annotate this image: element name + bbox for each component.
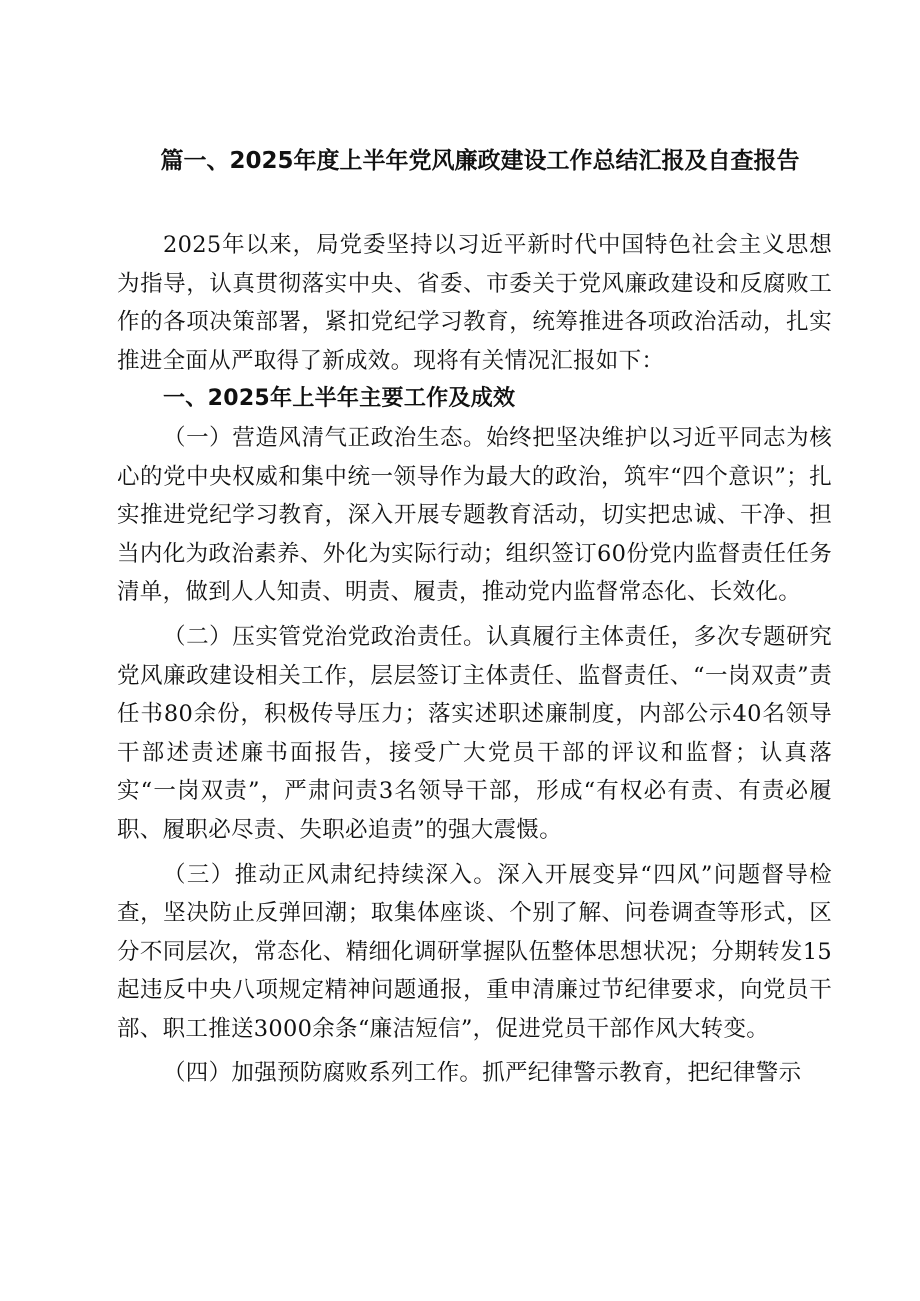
paragraph-item-4: （四）加强预防腐败系列工作。抓严纪律警示教育，把纪律警示: [163, 1060, 802, 1087]
paragraph-item-3: （三）推动正风肃纪持续深入。深入开展变异“四风”问题督导检查，坚决防止反弹回潮；取集体座谈、个别了解、问卷调查等形式，区分不同层次，常态化、精细化调研掌握队伍整体思想状况；分期转发15起违反中央八项规定精神问题通报，重申清廉过节纪律要求，向党员干部、职工推送3000余条“廉洁短信”，促进党员干部作风大转变。: [117, 861, 832, 1042]
paragraph-item-1: （一）营造风清气正政治生态。始终把坚决维护以习近平同志为核心的党中央权威和集中统一领导作为最大的政治，筑牢“四个意识”；扎实推进党纪学习教育，深入开展专题教育活动，切实把忠诚、干净、担当内化为政治素养、外化为实际行动；组织签订60份党内监督责任任务清单，做到人人知责、明责、履责，推动党内监督常态化、长效化。: [117, 424, 832, 606]
intro-paragraph: 2025年以来，局党委坚持以习近平新时代中国特色社会主义思想为指导，认真贯彻落实中央、省委、市委关于党风廉政建设和反腐败工作的各项决策部署，紧扣党纪学习教育，统筹推进各项政治活动，扎实推进全面从严取得了新成效。现将有关情况汇报如下：: [117, 232, 832, 374]
paragraph-item-2: （二）压实管党治党政治责任。认真履行主体责任，多次专题研究党风廉政建设相关工作，层层签订主体责任、监督责任、“一岗双责”责任书80余份，积极传导压力；落实述职述廉制度，内部公示40名领导干部述责述廉书面报告，接受广大党员干部的评议和监督；认真落实“一岗双责”，严肃问责3名领导干部，形成“有权必有责、有责必履职、履职必尽责、失职必追责”的强大震慑。: [117, 623, 832, 843]
document-body: [117, 226, 832, 1093]
document-title: 篇一、2025年度上半年党风廉政建设工作总结汇报及自查报告: [160, 148, 800, 174]
section-heading: 一、2025年上半年主要工作及成效: [163, 386, 516, 412]
